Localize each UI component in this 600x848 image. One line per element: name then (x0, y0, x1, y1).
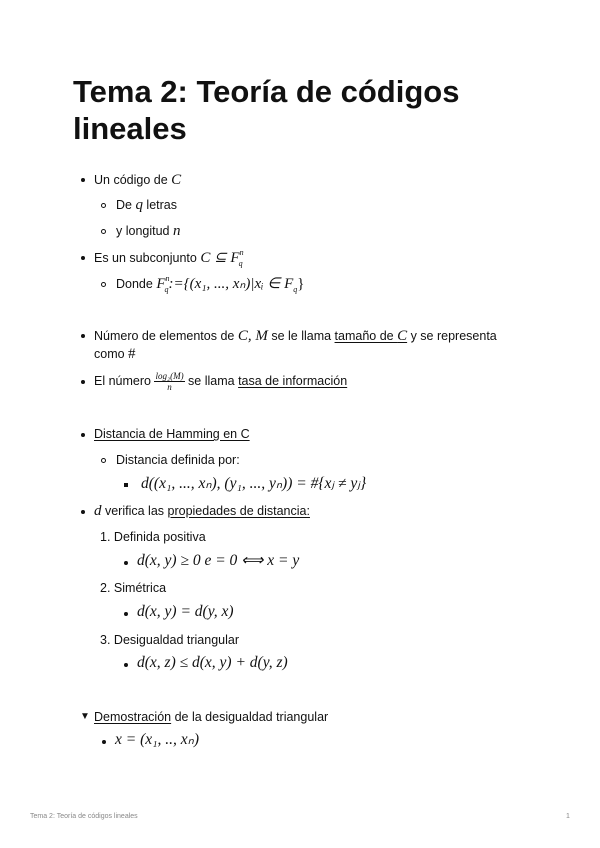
bullet (101, 458, 106, 463)
page-number: 1 (566, 813, 570, 820)
bullet (124, 612, 128, 616)
list-item: Distancia definida por: (116, 453, 240, 467)
bullet (81, 510, 85, 514)
numbered-item: 3. Desigualdad triangular (100, 633, 240, 647)
list-item-continued: como # (94, 346, 136, 362)
list-item: Un código de C (94, 172, 182, 188)
list-item: d verifica las propiedades de distancia: (94, 503, 310, 519)
page-title: Tema 2: Teoría de códigos lineales (73, 74, 460, 146)
bullet (124, 663, 128, 667)
list-item: Donde $F^n_q:=\{(x_1$, ..., xₙ)|xᵢ ∈ $F_q$} (116, 274, 305, 294)
list-item: Es un subconjunto C ⊆ $F^n_q$ (94, 248, 244, 268)
bullet (81, 334, 85, 338)
list-item: Número de elementos de C, M se le llama tamaño de C y se representa (94, 328, 497, 344)
bullet (81, 433, 85, 437)
bullet (81, 256, 85, 260)
numbered-item: 2. Simétrica (100, 581, 167, 595)
link-tamano[interactable]: tamaño de C (334, 328, 408, 344)
bullet (101, 203, 106, 208)
formula-line: d(x, y) ≥ 0 e = 0 ⟺ x = y (137, 552, 300, 569)
formula-line: d(x, y) = d(y, x) (137, 603, 234, 620)
toggle-arrow-icon[interactable]: ▼ (80, 711, 90, 722)
bullet (81, 178, 85, 182)
formula-line: d((x₁, ..., xₙ), (y₁, ..., yₙ)) = #{xⱼ ≠ yⱼ} (141, 475, 367, 492)
list-item: El número $\frac{\text{log₂(M)}}{n}$ se llama tasa de información (94, 371, 348, 393)
link-propiedades[interactable]: propiedades de distancia: (167, 504, 310, 518)
bullet (81, 380, 85, 384)
list-item: y longitud n (116, 223, 181, 239)
toggle-heading: Demostración de la desigualdad triangular (94, 710, 329, 724)
list-item (94, 426, 250, 442)
footer-title: Tema 2: Teoría de códigos lineales (30, 813, 138, 820)
bullet (124, 483, 128, 487)
bullet (101, 229, 106, 234)
fraction: $\frac{\text{log₂(M)}}{n}$ (155, 371, 184, 393)
link-tasa-informacion[interactable]: tasa de información (238, 374, 348, 388)
link-demostracion[interactable]: Demostración (94, 710, 172, 724)
formula-line: x = (x₁, .., xₙ) (115, 731, 199, 748)
numbered-item: 1. Definida positiva (100, 530, 206, 544)
bullet (101, 282, 106, 287)
formula-line: d(x, z) ≤ d(x, y) + d(y, z) (137, 654, 288, 671)
link-hamming[interactable]: Distancia de Hamming en C (94, 427, 250, 441)
bullet (102, 740, 106, 744)
bullet (124, 561, 128, 565)
list-item: De q letras (116, 197, 177, 213)
